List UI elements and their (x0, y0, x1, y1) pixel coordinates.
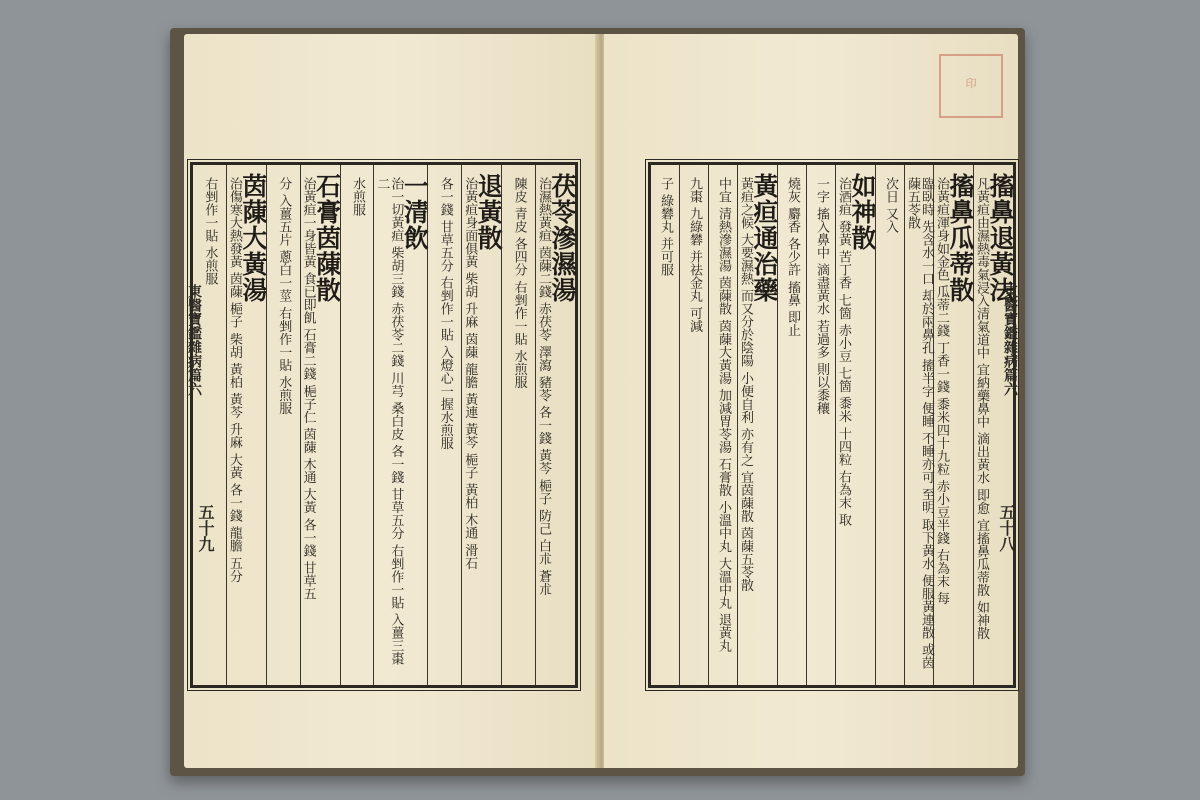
text-column (973, 165, 1013, 685)
heading-text: 搐鼻瓜蒂散 (946, 173, 975, 303)
text-column (373, 165, 430, 685)
text-column (461, 165, 504, 685)
text-column (535, 165, 575, 685)
text-column (933, 165, 973, 685)
annotation-text: 治黃疸一身皆黃 食已即飢 石膏二錢 梔子仁 茵蔯 木通 大黃 各一錢 甘草五 (300, 177, 316, 601)
text-column (226, 165, 266, 685)
text-column (340, 165, 374, 685)
left-side-title: 東醫寶鑑雜病篇六 (186, 284, 202, 396)
annotation-text: 臨臥時 先含水一口 却於兩鼻孔 搐半字 便睡 不睡亦可 至明 取下黃水 便服黃連散 或茵蔯五苓散 (905, 177, 934, 670)
annotation-text: 治一切黃疸 柴胡三錢 赤茯苓二錢 川芎 桑白皮 各一錢 甘草五分 右剉作一貼 入薑三棗二 (374, 177, 404, 666)
right-side-title: 東醫寶鑑雜病篇六 (1002, 284, 1018, 396)
annotation-text: 燒灰 麝香 各少許 搐鼻 即止 (785, 177, 800, 337)
annotation-text: 黃疸之候 大要濕熱 而又分於陰陽 小便自利 亦有之 宜茵蔯散 茵蔯五苓散 (738, 177, 753, 592)
text-column (708, 165, 737, 685)
right-columns (651, 165, 1013, 685)
text-column (737, 165, 777, 685)
left-page-number: 五十九 (196, 504, 215, 552)
text-column (501, 165, 535, 685)
text-column (679, 165, 708, 685)
annotation-text: 一字 搐入鼻中 滴盡黃水 若過多 則以黍穰 (814, 177, 829, 415)
text-column (427, 165, 461, 685)
book (170, 28, 1025, 776)
left-columns (193, 165, 575, 685)
text-column (193, 165, 226, 685)
right-page (604, 34, 1018, 768)
left-page (184, 34, 598, 768)
annotation-text: 陳皮 青皮 各四分 右剉作一貼 水煎服 (511, 177, 527, 389)
annotation-text: 凡黃疸由濕熱毒氣浸入清氣道中 宜納藥鼻中 滴出黃水 即愈 宜搐鼻瓜蒂散 如神散 (974, 177, 989, 640)
annotation-text: 右剉作一貼 水煎服 (202, 177, 218, 286)
annotation-text: 各一錢 甘草五分 右剉作一貼 入燈心一握水煎服 (437, 177, 453, 450)
text-column (777, 165, 806, 685)
annotation-text: 治酒疸 發黃 苦丁香 七箇 赤小豆 七箇 黍米 十四粒 右為末 取 (836, 177, 851, 527)
right-page-number: 五十八 (997, 504, 1016, 552)
left-text-frame (190, 162, 578, 688)
heading-text: 茵蔯大黃湯 (238, 173, 268, 303)
heading-text: 搐鼻退黃法 (986, 173, 1015, 303)
annotation-text: 治黃疸渾身如金色 瓜蒂二錢 丁香一錢 黍米四十九粒 赤小豆半錢 右為末 每 (934, 177, 949, 605)
text-column (904, 165, 933, 685)
text-column (875, 165, 904, 685)
heading-text: 石膏茵蔯散 (312, 173, 342, 303)
annotation-text: 水煎服 (350, 177, 365, 216)
annotation-text: 子 綠礬丸 并可服 (658, 177, 673, 277)
right-text-frame (648, 162, 1016, 688)
annotation-text: 分 入薑五片 蔥白一莖 右剉作一貼 水煎服 (276, 177, 292, 415)
text-column (651, 165, 679, 685)
annotation-text: 治傷寒大熱發黃 茵蔯 梔子 柴胡 黃柏 黃芩 升麻 大黃 各一錢 龍膽 五分 (226, 177, 242, 583)
text-column (300, 165, 340, 685)
text-column (806, 165, 835, 685)
heading-text: 一清飲 (400, 173, 430, 251)
heading-text: 黃疸通治藥 (750, 173, 779, 303)
text-column (835, 165, 875, 685)
annotation-text: 九棗 九綠礬 并祛金丸 可減 (687, 177, 702, 333)
heading-text: 茯苓滲濕湯 (548, 173, 577, 303)
annotation-text: 次日 又入 (883, 177, 898, 234)
annotation-text: 中宜 清熱滲濕湯 茵蔯散 茵蔯大黃湯 加減胃苓湯 石膏散 小溫中丸 大溫中丸 退黃丸 (716, 177, 731, 653)
heading-text: 如神散 (848, 173, 877, 251)
annotation-text: 治黃疸身面俱黃 柴胡 升麻 茵蔯 龍膽 黃連 黃芩 梔子 黃柏 木通 滑石 (462, 177, 478, 570)
annotation-text: 治濕熱黃疸 茵蔯二錢 赤茯苓 澤瀉 豬苓 各一錢 黃芩 梔子 防己 白朮 蒼朮 (536, 177, 551, 596)
heading-text: 退黃散 (474, 173, 504, 251)
library-seal: 印 (939, 54, 1003, 118)
text-column (266, 165, 300, 685)
